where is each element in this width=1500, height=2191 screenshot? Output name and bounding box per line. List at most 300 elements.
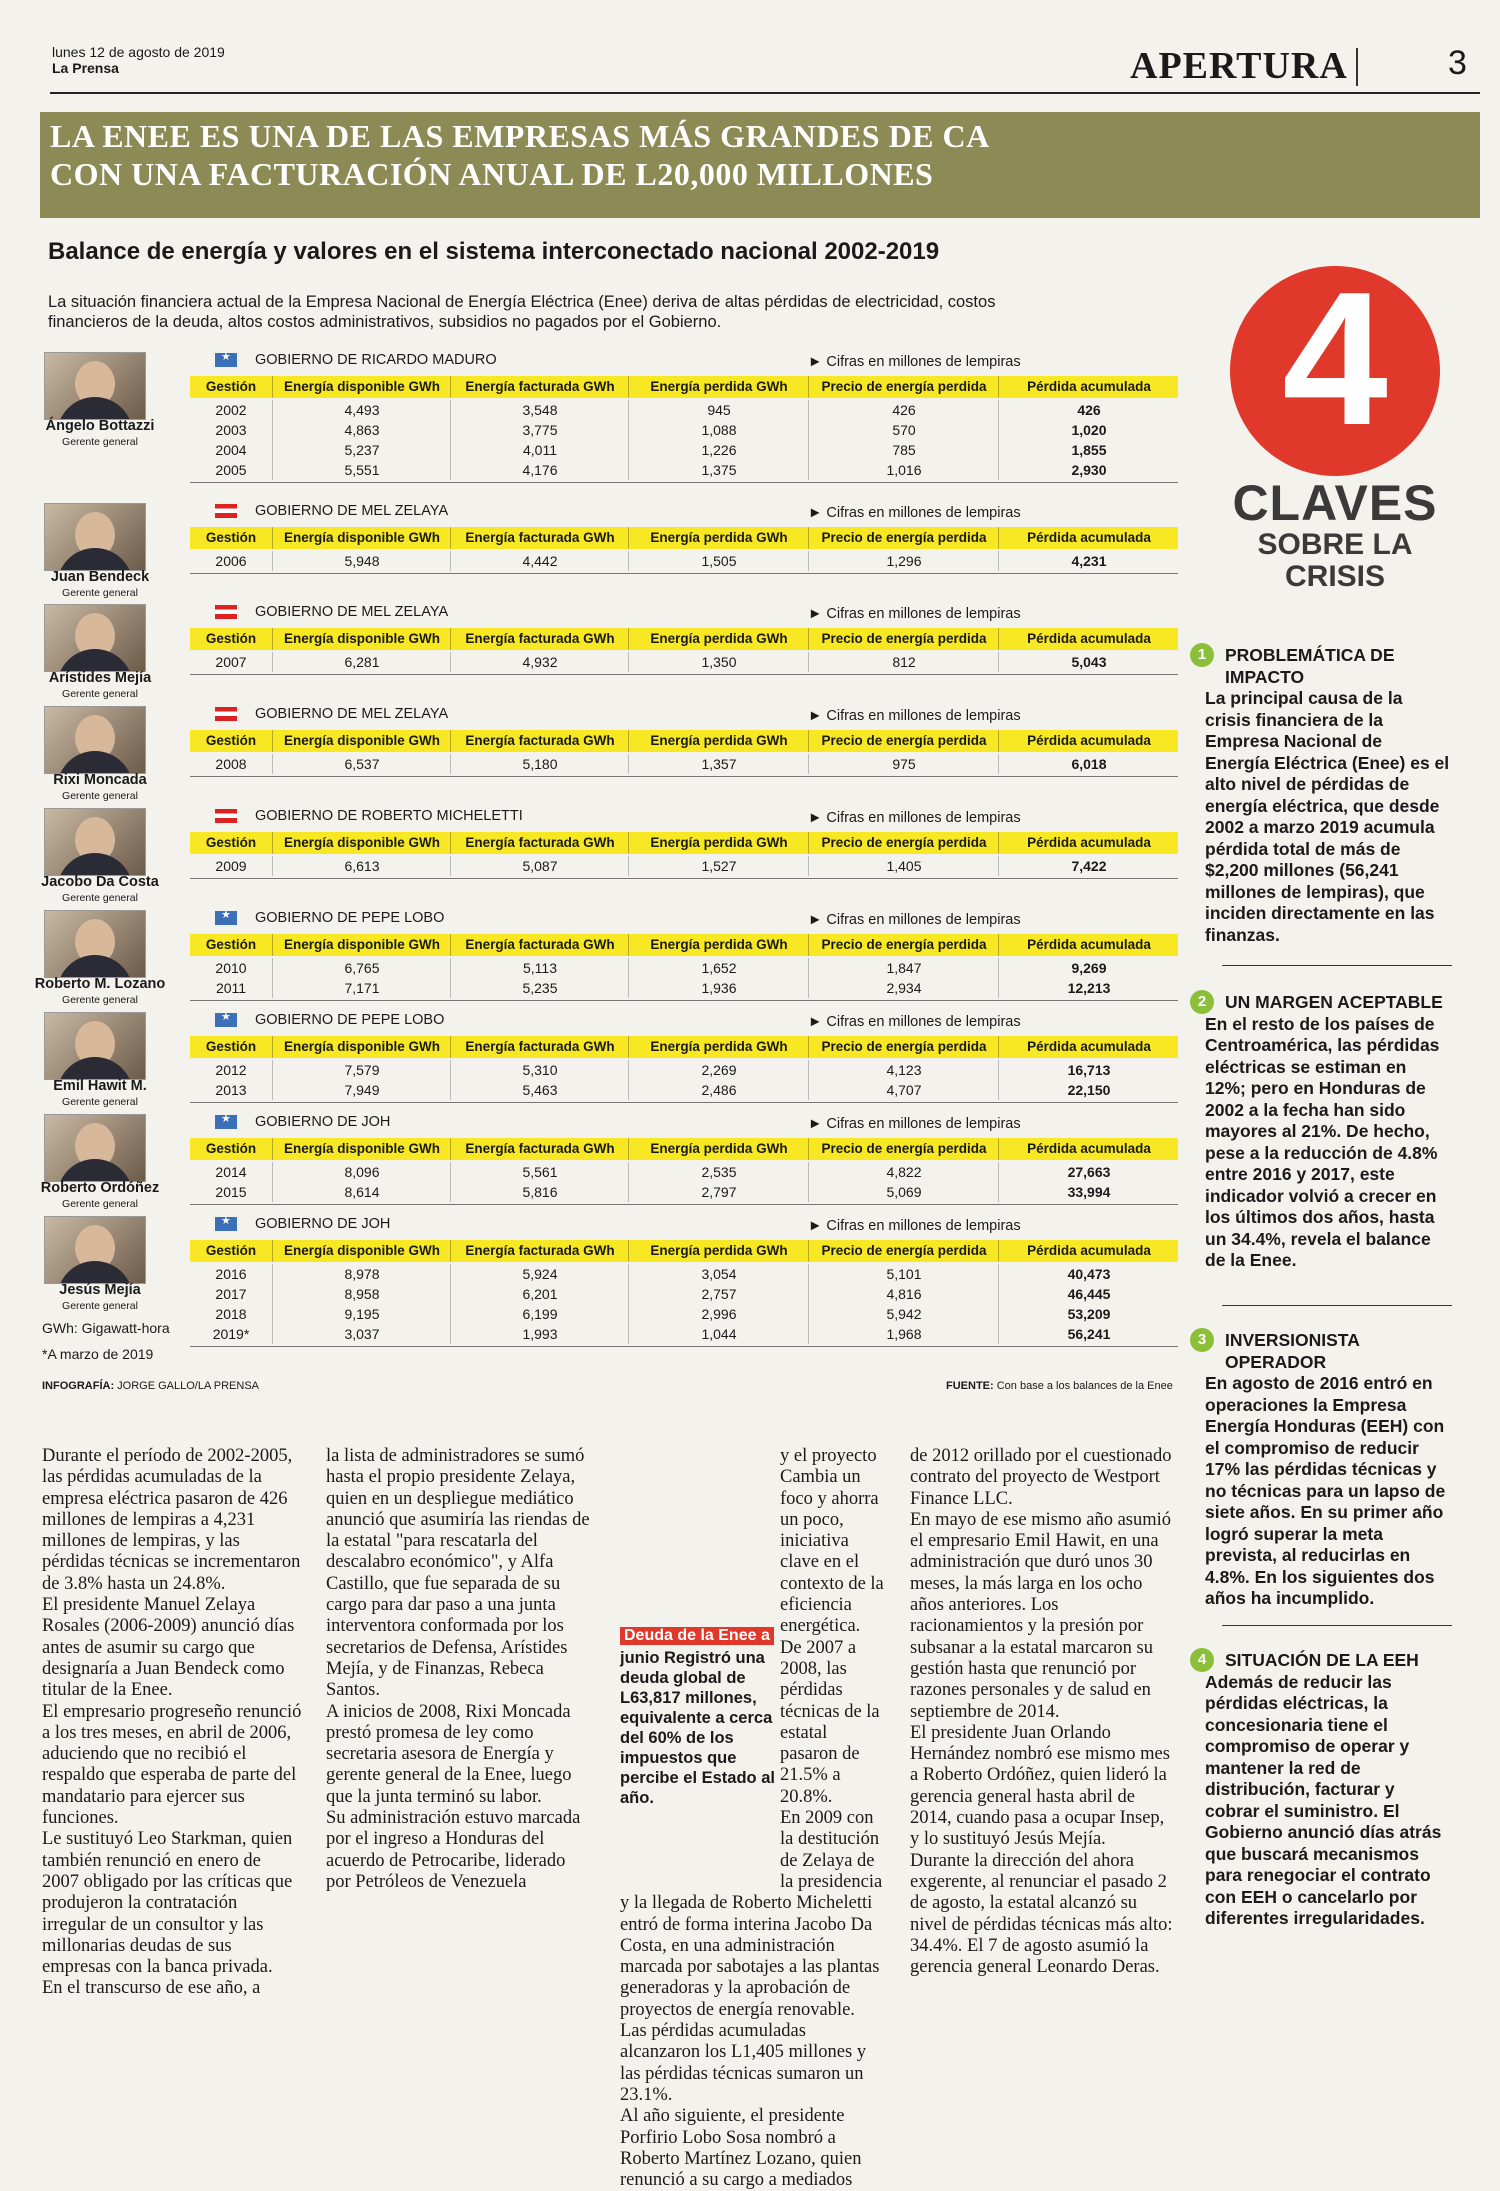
manager-photo [44,808,146,876]
article-paragraph: En 2009 con la destitución de Zelaya de la presidencia y la llegada de Roberto Micheletti entró de forma interina Jacobo Da Costa, en una administración marcada por sabotajes a las plantas generadoras y la aprobación de proyectos de energía renovable. Las pérdidas acumuladas alcanzaron los L1,405 millones y las pérdidas técnicas sumaron un 23.1%. [620,1808,883,2105]
clave-text: La principal causa de la crisis financiera de la Empresa Nacional de Energía Eléctrica (Enee) es el alto nivel de pérdidas de energía eléctrica, que desde 2002 a marzo 2019 acumula pérdida total de más de $2,200 millones (56,241 millones de lempiras), que inciden directamente en las finanzas. [1205,688,1450,945]
column-header: Pérdida acumulada [998,1138,1179,1160]
credit-name: JORGE GALLO/LA PRENSA [117,1380,260,1392]
government-name: GOBIERNO DE MEL ZELAYA [255,503,449,519]
table-cell: 1,847 [808,958,999,978]
table-cell: 46,445 [998,1284,1179,1304]
column-header: Energía facturada GWh [450,1240,629,1262]
clave-divider [1222,1305,1452,1306]
table-cell: 5,113 [450,958,629,978]
photo-body [57,548,133,571]
table-cell: 4,442 [450,551,629,571]
table-cell: 2,535 [628,1162,809,1182]
column-header: Energía disponible GWh [272,1036,451,1058]
manager-role: Gerente general [62,790,138,802]
currency-note: ► Cifras en millones de lempiras [808,708,1021,724]
table-cell: 2004 [215,442,247,458]
table-cell: 2003 [215,422,247,438]
table-cell: 7,579 [272,1060,451,1080]
table-row [190,652,1178,672]
column-header: Energía facturada GWh [450,730,629,752]
block-divider [190,878,1178,879]
block-divider [190,573,1178,574]
source-text: Con base a los balances de la Enee [996,1380,1173,1392]
table-cell: 5,924 [450,1264,629,1284]
table-cell: 8,958 [272,1284,451,1304]
clave-item [1205,1330,1450,1610]
table-cell: 1,505 [628,551,809,571]
gwh-footnote: GWh: Gigawatt-hora [42,1320,170,1336]
column-header: Energía disponible GWh [272,934,451,956]
table-cell: 4,863 [272,420,451,440]
clave-text: En agosto de 2016 entró en operaciones la Empresa Energía Honduras (EEH) con el compromiso de reducir 17% las pérdidas técnicas y no técnicas para un lapso de siete años. En su primer año logró superar la meta prevista, al reducirlas en 4.8%. En los siguientes dos años ha incumplido. [1205,1373,1446,1608]
table-cell: 426 [808,400,999,420]
table-cell: 2014 [215,1164,247,1180]
photo-body [57,1159,133,1182]
table-cell: 4,176 [450,460,629,480]
photo-body [57,397,133,420]
column-header: Energía disponible GWh [272,730,451,752]
header-date: lunes 12 de agosto de 2019 [52,44,225,60]
table-cell: 2,797 [628,1182,809,1202]
table-cell: 1,968 [808,1324,999,1344]
table-cell: 945 [628,400,809,420]
table-cell: 4,011 [450,440,629,460]
column-header: Pérdida acumulada [998,832,1179,854]
table-row [190,754,1178,774]
table-cell: 975 [808,754,999,774]
table-header [190,527,1178,549]
claves-number: 4 [1282,253,1388,465]
column-header: Precio de energía perdida [808,1036,999,1058]
table-row [190,1162,1178,1182]
table-cell: 2010 [215,960,247,976]
table-cell: 2,996 [628,1304,809,1324]
flag-icon [215,1013,237,1027]
column-header: Precio de energía perdida [808,832,999,854]
column-header: Gestión [205,733,257,748]
article-column-4 [910,1446,1175,1978]
manager-photo [44,1216,146,1284]
column-header: Energía perdida GWh [628,730,809,752]
government-label [215,503,590,521]
table-cell: 56,241 [998,1324,1179,1344]
table-header [190,1036,1178,1058]
infographic-credit [42,1380,259,1392]
article-paragraph: A inicios de 2008, Rixi Moncada prestó promesa de ley como secretaria asesora de Energía y gerente general de la Enee, luego que la junta terminó su labor. [326,1701,572,1807]
table-cell: 2,486 [628,1080,809,1100]
table-cell: 6,018 [998,754,1179,774]
claves-subtitle-2: CRISIS [1284,560,1386,593]
table-cell: 1,652 [628,958,809,978]
column-header: Energía perdida GWh [628,1036,809,1058]
table-row [190,856,1178,876]
manager-photo [44,1114,146,1182]
table-cell: 6,765 [272,958,451,978]
table-cell: 1,357 [628,754,809,774]
table-cell: 3,775 [450,420,629,440]
headline-line-1: LA ENEE ES UNA DE LAS EMPRESAS MÁS GRANDES DE CA [50,118,990,154]
table-header [190,1138,1178,1160]
header-paper-name: La Prensa [52,60,119,76]
column-header: Energía disponible GWh [272,376,451,398]
table-row [190,460,1178,480]
table-cell: 1,993 [450,1324,629,1344]
table-header [190,832,1178,854]
table-cell: 2019* [212,1326,250,1342]
column-header: Energía disponible GWh [272,1138,451,1160]
table-row [190,400,1178,420]
table-cell: 8,978 [272,1264,451,1284]
table-cell: 5,948 [272,551,451,571]
table-cell: 6,199 [450,1304,629,1324]
table-row [190,1284,1178,1304]
table-cell: 4,932 [450,652,629,672]
currency-note: ► Cifras en millones de lempiras [808,354,1021,370]
table-cell: 12,213 [998,978,1179,998]
table-cell: 5,043 [998,652,1179,672]
government-label [215,604,590,622]
table-cell: 2002 [215,402,247,418]
manager-name: Ángelo Bottazzi [45,418,155,434]
table-row [190,1080,1178,1100]
table-cell: 9,269 [998,958,1179,978]
table-cell: 2,930 [998,460,1179,480]
table-cell: 5,551 [272,460,451,480]
table-cell: 1,088 [628,420,809,440]
currency-note: ► Cifras en millones de lempiras [808,1218,1021,1234]
clave-title: PROBLEMÁTICA DE IMPACTO [1225,645,1395,687]
photo-body [57,649,133,672]
manager-name: Emil Hawit M. [53,1078,147,1094]
clave-number-icon: 4 [1190,1648,1214,1672]
table-cell: 40,473 [998,1264,1179,1284]
table-cell: 5,237 [272,440,451,460]
clave-text: En el resto de los países de Centroamérica, las pérdidas eléctricas se estiman en 12%; pero en Honduras de 2002 a la fecha han sido mayores al 21%. De hecho, pese a la reducción de 4.8% entre 2016 y 2017, este indicador volvió a crecer en los últimos dos años, hasta un 34.4%, revela el balance de la Enee. [1205,1013,1440,1270]
government-label [215,808,590,826]
article-paragraph: El empresario progreseño renunció a los tres meses, en abril de 2006, aduciendo que no recibió el respaldo que esperaba de parte del mandatario para ejercer sus funciones. [42,1701,302,1829]
table-cell: 1,226 [628,440,809,460]
photo-body [57,1057,133,1080]
clave-divider [1222,1625,1452,1626]
government-name: GOBIERNO DE JOH [255,1216,391,1232]
table-cell: 16,713 [998,1060,1179,1080]
column-header: Energía facturada GWh [450,832,629,854]
flag-icon [215,707,237,721]
manager-name: Roberto M. Lozano [34,976,166,992]
article-paragraph: Durante el período de 2002-2005, las pérdidas acumuladas de la empresa eléctrica pasaron de 426 millones de lempiras a 4,231 millones de lempiras, y las pérdidas técnicas se incrementaron de 3.8% hasta un 24.8%. [42,1446,301,1594]
government-label [215,910,590,928]
table-row [190,1304,1178,1324]
government-name: GOBIERNO DE ROBERTO MICHELETTI [255,808,523,824]
flag-icon [215,911,237,925]
article-paragraph: Durante la dirección del ahora exgerente, al renunciar el pasado 2 de agosto, la estatal alcanzó su nivel de pérdidas técnicas más alto: 34.4%. El 7 de agosto asumió la gerencia general Leonardo Deras. [910,1850,1173,1978]
table-cell: 6,613 [272,856,451,876]
article-paragraph: El presidente Manuel Zelaya Rosales (2006-2009) anunció días antes de asumir su cargo que designaría a Juan Bendeck como titular de la Enee. [42,1595,295,1701]
table-cell: 1,936 [628,978,809,998]
government-name: GOBIERNO DE JOH [255,1114,391,1130]
currency-note: ► Cifras en millones de lempiras [808,606,1021,622]
manager-name: Roberto Ordóñez [40,1180,160,1196]
table-cell: 5,942 [808,1304,999,1324]
source-note [946,1380,1173,1392]
manager-photo [44,1012,146,1080]
table-cell: 1,020 [998,420,1179,440]
table-cell: 570 [808,420,999,440]
clave-title: INVERSIONISTA OPERADOR [1225,1330,1360,1372]
block-divider [190,482,1178,483]
table-row [190,440,1178,460]
clave-item [1205,645,1450,946]
block-divider [190,674,1178,675]
manager-role: Gerente general [62,688,138,700]
table-row [190,1182,1178,1202]
table-cell: 3,548 [450,400,629,420]
table-header [190,376,1178,398]
manager-photo [44,910,146,978]
manager-name: Juan Bendeck [50,569,150,585]
table-cell: 1,527 [628,856,809,876]
table-cell: 6,281 [272,652,451,672]
table-cell: 2,757 [628,1284,809,1304]
table-cell: 2013 [215,1082,247,1098]
column-header: Energía facturada GWh [450,527,629,549]
block-divider [190,1000,1178,1001]
table-cell: 2009 [215,858,247,874]
flag-icon [215,353,237,367]
block-divider [190,1204,1178,1205]
column-header: Pérdida acumulada [998,376,1179,398]
column-header: Energía perdida GWh [628,1240,809,1262]
column-header: Energía perdida GWh [628,527,809,549]
column-header: Precio de energía perdida [808,1240,999,1262]
table-cell: 426 [998,400,1179,420]
table-cell: 8,614 [272,1182,451,1202]
table-cell: 2016 [215,1266,247,1282]
manager-role: Gerente general [62,994,138,1006]
manager-name: Arístides Mejía [48,670,152,686]
photo-body [57,1261,133,1284]
manager-role: Gerente general [62,1300,138,1312]
table-cell: 8,096 [272,1162,451,1182]
article-paragraph: la lista de administradores se sumó hasta el propio presidente Zelaya, quien en un despliegue mediático anunció que asumiría las riendas de la estatal "para rescatarla del descalabro económico", y Alfa Castillo, que fue separada de su cargo para dar paso a una junta interventora conformada por los secretarios de Defensa, Arístides Mejía, y de Finanzas, Rebeca Santos. [326,1446,590,1701]
march-footnote: *A marzo de 2019 [42,1346,154,1362]
table-cell: 2012 [215,1062,247,1078]
table-cell: 1,296 [808,551,999,571]
government-name: GOBIERNO DE MEL ZELAYA [255,604,449,620]
manager-role: Gerente general [62,892,138,904]
manager-role: Gerente general [62,587,138,599]
column-header: Precio de energía perdida [808,1138,999,1160]
manager-role: Gerente general [62,1096,138,1108]
table-header [190,1240,1178,1262]
government-name: GOBIERNO DE PEPE LOBO [255,1012,445,1028]
table-cell: 5,101 [808,1264,999,1284]
table-cell: 1,855 [998,440,1179,460]
government-label [215,1216,590,1234]
photo-body [57,955,133,978]
manager-photo [44,503,146,571]
manager-photo [44,352,146,420]
table-row [190,551,1178,571]
manager-role: Gerente general [62,1198,138,1210]
currency-note: ► Cifras en millones de lempiras [808,1014,1021,1030]
government-label [215,1012,590,1030]
column-header: Energía perdida GWh [628,1138,809,1160]
photo-body [57,853,133,876]
manager-name: Jacobo Da Costa [41,874,159,890]
flag-icon [215,605,237,619]
column-header: Energía perdida GWh [628,628,809,650]
claves-subtitle-1: SOBRE LA [1257,528,1413,561]
clave-title: UN MARGEN ACEPTABLE [1225,992,1443,1012]
table-cell: 2008 [215,756,247,772]
table-cell: 5,561 [450,1162,629,1182]
column-header: Energía perdida GWh [628,832,809,854]
table-cell: 7,171 [272,978,451,998]
column-header: Gestión [205,530,257,545]
clave-item [1205,1650,1450,1930]
table-cell: 1,350 [628,652,809,672]
table-cell: 9,195 [272,1304,451,1324]
article-column-2 [326,1446,591,1893]
clave-divider [1222,965,1452,966]
table-row [190,958,1178,978]
article-paragraph: El presidente Juan Orlando Hernández nombró ese mismo mes a Roberto Ordóñez, quien lideró la gerencia general hasta abril de 2014, cuando pasa a ocupar Insep, y lo sustituyó Jesús Mejía. [910,1722,1170,1850]
article-paragraph: Al año siguiente, el presidente Porfirio Lobo Sosa nombró a Roberto Martínez Lozano, quien renunció a su cargo a mediados [620,2106,862,2191]
clave-number-icon: 3 [1190,1328,1214,1352]
header-rule [50,92,1480,94]
table-cell: 2007 [215,654,247,670]
flag-icon [215,1115,237,1129]
column-header: Energía disponible GWh [272,527,451,549]
table-cell: 2005 [215,462,247,478]
table-cell: 4,822 [808,1162,999,1182]
claves-title: CLAVES [1232,475,1438,531]
article-column-3 [620,1446,885,2191]
column-header: Energía perdida GWh [628,376,809,398]
block-divider [190,776,1178,777]
clave-title: SITUACIÓN DE LA EEH [1225,1650,1419,1670]
column-header: Precio de energía perdida [808,934,999,956]
column-header: Gestión [205,937,257,952]
source-label: FUENTE: [946,1380,994,1392]
government-label [215,1114,590,1132]
flag-icon [215,809,237,823]
table-cell: 2006 [215,553,247,569]
clave-number-icon: 2 [1190,990,1214,1014]
table-cell: 812 [808,652,999,672]
clave-text: Además de reducir las pérdidas eléctricas, la concesionaria tiene el compromiso de operar y mantener la red de distribución, facturar y cobrar el suministro. El Gobierno anunció días atrás que buscará mecanismos para renegociar el contrato con EEH o cancelarlo por diferentes irregularidades. [1205,1671,1442,1928]
currency-note: ► Cifras en millones de lempiras [808,912,1021,928]
column-header: Precio de energía perdida [808,730,999,752]
column-header: Energía disponible GWh [272,832,451,854]
column-header: Gestión [205,1039,257,1054]
table-cell: 53,209 [998,1304,1179,1324]
table-cell: 5,310 [450,1060,629,1080]
table-cell: 5,463 [450,1080,629,1100]
manager-photo [44,604,146,672]
column-header: Gestión [205,631,257,646]
column-header: Precio de energía perdida [808,376,999,398]
table-cell: 785 [808,440,999,460]
manager-role: Gerente general [62,436,138,448]
government-name: GOBIERNO DE MEL ZELAYA [255,706,449,722]
headline-line-2: CON UNA FACTURACIÓN ANUAL DE L20,000 MILLONES [50,156,934,192]
manager-name: Rixi Moncada [53,772,147,788]
government-label [215,706,590,724]
currency-note: ► Cifras en millones de lempiras [808,505,1021,521]
table-row [190,1264,1178,1284]
column-header: Pérdida acumulada [998,1036,1179,1058]
table-cell: 2,934 [808,978,999,998]
table-cell: 2011 [215,980,247,996]
column-header: Pérdida acumulada [998,934,1179,956]
table-cell: 27,663 [998,1162,1179,1182]
column-header: Pérdida acumulada [998,628,1179,650]
column-header: Gestión [205,1141,257,1156]
column-header: Energía disponible GWh [272,628,451,650]
table-row [190,420,1178,440]
page-number: 3 [1448,44,1467,82]
table-cell: 5,069 [808,1182,999,1202]
pullquote-body: junio Registró una deuda global de L63,817 millones, equivalente a cerca del 60% de los impuestos que percibe el Estado al año. [620,1649,775,1807]
block-divider [190,1346,1178,1347]
currency-note: ► Cifras en millones de lempiras [808,810,1021,826]
article-paragraph: Su administración estuvo marcada por el ingreso a Honduras del acuerdo de Petrocaribe, liderado por Petróleos de Venezuela [326,1808,581,1892]
table-cell: 4,123 [808,1060,999,1080]
infographic-title: Balance de energía y valores en el sistema interconectado nacional 2002-2019 [48,238,940,265]
credit-label: INFOGRAFÍA: [42,1380,115,1392]
table-cell: 6,537 [272,754,451,774]
table-cell: 1,016 [808,460,999,480]
pullquote-heading: Deuda de la Enee a [620,1627,774,1645]
table-row [190,1324,1178,1344]
column-header: Energía facturada GWh [450,934,629,956]
article-paragraph: En mayo de ese mismo año asumió el empresario Emil Hawit, en una administración que duró unos 30 meses, la más larga en los ocho años anteriores. Los racionamientos y la presión por subsanar a la estatal marcaron su gestión hasta que renunció por razones personales y de salud en septiembre de 2014. [910,1509,1172,1722]
photo-body [57,751,133,774]
section-title: APERTURA [1130,45,1348,87]
column-header: Energía facturada GWh [450,376,629,398]
column-header: Gestión [205,835,257,850]
block-divider [190,1102,1178,1103]
table-cell: 6,201 [450,1284,629,1304]
table-cell: 33,994 [998,1182,1179,1202]
column-header: Pérdida acumulada [998,527,1179,549]
table-cell: 1,375 [628,460,809,480]
article-paragraph: En el transcurso de ese año, a [42,1978,261,1999]
column-header: Precio de energía perdida [808,628,999,650]
table-cell: 2015 [215,1184,247,1200]
flag-icon [215,1217,237,1231]
infographic-intro: La situación financiera actual de la Empresa Nacional de Energía Eléctrica (Enee) deriva de altas pérdidas de electricidad, costos financieros de la deuda, altos costos administrativos, subsidios no pagados por el Gobierno. [48,293,996,331]
manager-name: Jesús Mejía [59,1282,141,1298]
table-header [190,934,1178,956]
table-cell: 7,949 [272,1080,451,1100]
column-header: Energía facturada GWh [450,1036,629,1058]
table-cell: 3,054 [628,1264,809,1284]
table-cell: 2,269 [628,1060,809,1080]
table-cell: 3,037 [272,1324,451,1344]
government-name: GOBIERNO DE PEPE LOBO [255,910,445,926]
header-separator [1356,48,1358,86]
table-cell: 5,816 [450,1182,629,1202]
table-row [190,978,1178,998]
table-cell: 2018 [215,1306,247,1322]
currency-note: ► Cifras en millones de lempiras [808,1116,1021,1132]
column-header: Energía disponible GWh [272,1240,451,1262]
table-cell: 5,235 [450,978,629,998]
